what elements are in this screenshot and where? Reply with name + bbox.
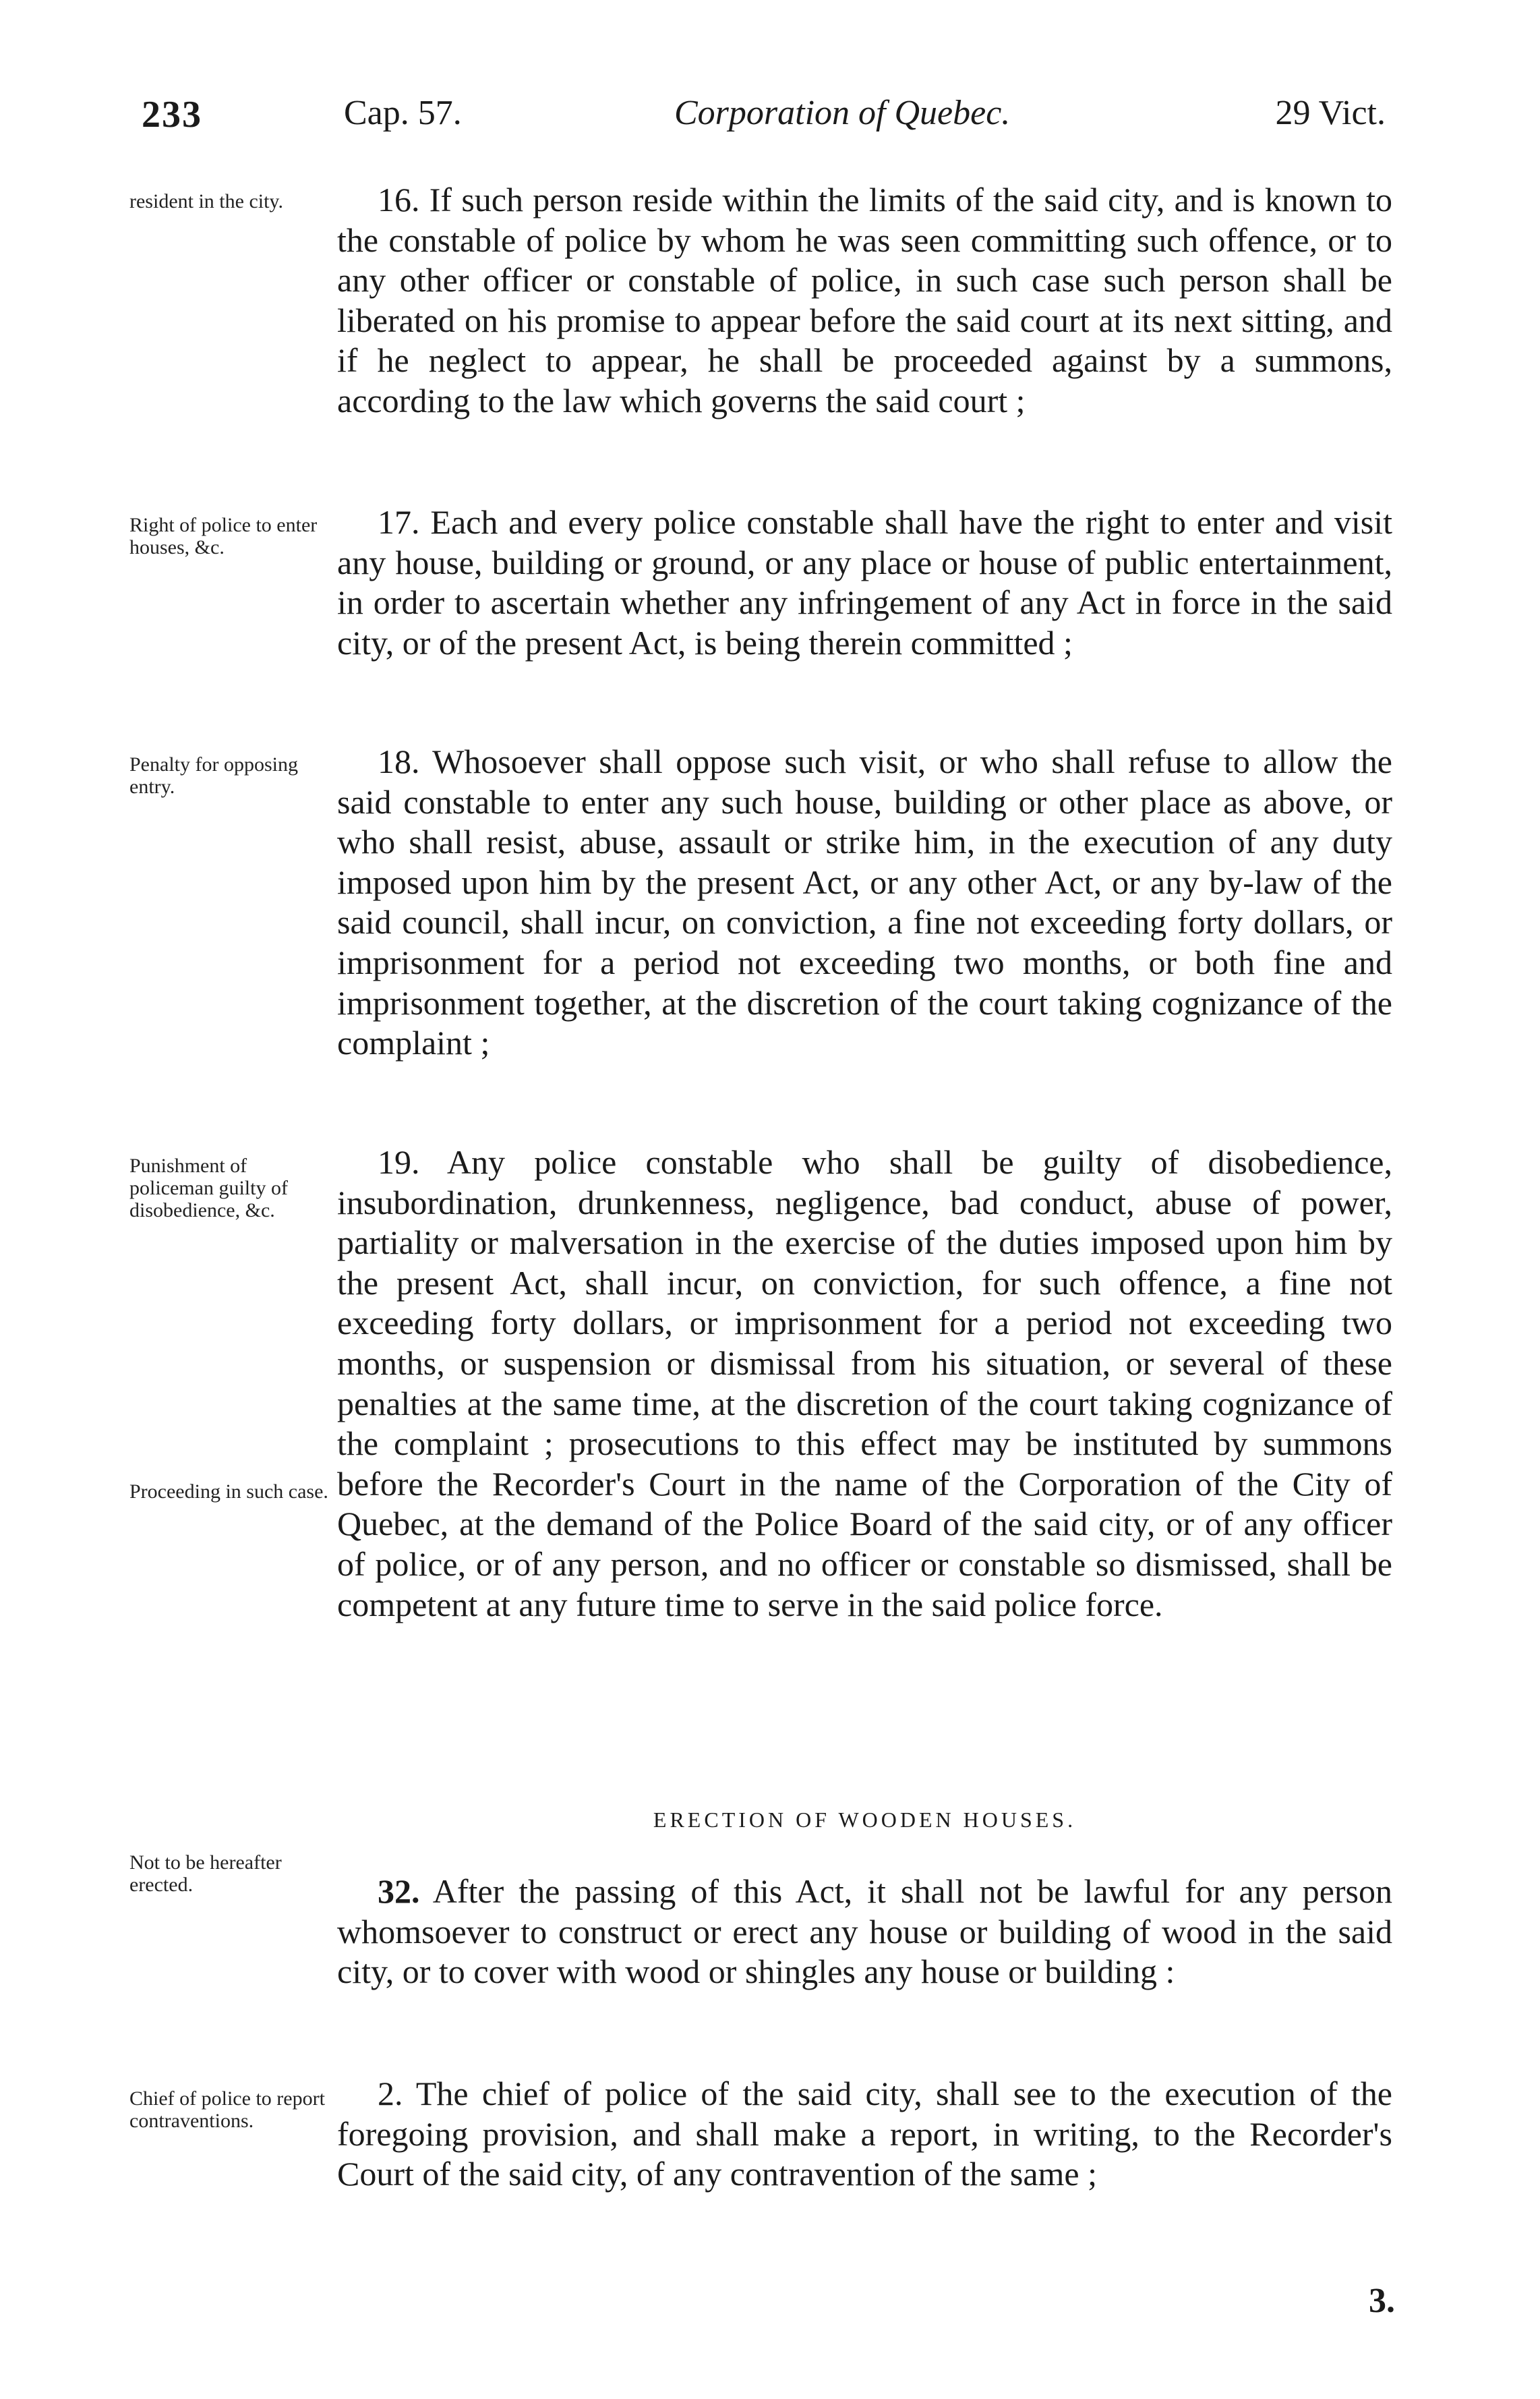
section-16: [337, 180, 1392, 422]
margin-note-18: Penalty for opposing entry.: [129, 753, 298, 798]
section-17: [337, 502, 1392, 663]
running-header: [131, 93, 1399, 147]
page-number: 233: [142, 94, 202, 136]
section-text: After the passing of this Act, it shall not be lawful for any person whomsoever to construct or erect any house or building of wood in the said city, or to cover with wood or shingles any house or building :: [337, 1872, 1392, 1991]
margin-note-19b: Proceeding in such case.: [129, 1480, 328, 1503]
regnal-year: 29 Vict.: [1275, 94, 1386, 132]
section-text: Whosoever shall oppose such visit, or who shall refuse to allow the said constable to enter any such house, building or other place as above, or who shall resist, abuse, assault or strike him, in the execution of any duty imposed upon him by the present Act, or any other Act, or any by-law of the said council, shall incur, on conviction, a fine not exceeding forty dollars, or imprisonment for a period not exceeding two months, or both fine and imprisonment together, at the discretion of the court taking cognizance of the complaint ;: [337, 743, 1392, 1062]
section-19: [337, 1143, 1392, 1625]
signature-mark: 3.: [1369, 2282, 1395, 2320]
running-title: Corporation of Quebec.: [674, 94, 1011, 132]
section-text: The chief of police of the said city, shall see to the execution of the foregoing provision, and shall make a report, in writing, to the Recorder's Court of the said city, of any contravention of the same ;: [337, 2075, 1392, 2193]
section-32: [337, 1872, 1392, 1992]
section-number: 2.: [378, 2075, 403, 2112]
section-text: If such person reside within the limits of the said city, and is known to the constable of police by whom he was seen committing such offence, or to any other officer or constable of police, in such case such person shall be liberated on his promise to appear before the said court at its next sitting, and if he neglect to appear, he shall be proceeded against by a summons, according to the law which governs the said court ;: [337, 181, 1393, 420]
margin-note-17: Right of police to enter houses, &c.: [129, 514, 318, 558]
section-number: 16.: [378, 181, 420, 219]
section-number: 19.: [378, 1143, 420, 1181]
section-text: Any police constable who shall be guilty of disobedience, insubordination, drunkenness, negligence, bad conduct, abuse of power, partiality or malversation in the exercise of the duties imposed upon him by the present Act, shall incur, on conviction, for such offence, a fine not exceeding forty dollars, or imprisonment for a period not exceeding two months, or suspension or dismissal from his situation, or several of these penalties at the same time, at the discretion of the court taking cognizance of the complaint ; prosecutions to this effect may be instituted by summons before the Recorder's Court in the name of the Corporation of the City of Quebec, at the demand of the Police Board of the said city, or of any officer of police, or of any person, and no officer or constable so dismissed, shall be competent at any future time to serve in the said police force.: [337, 1143, 1392, 1623]
margin-note-16: resident in the city.: [129, 190, 283, 212]
subsection-2: [337, 2074, 1392, 2195]
section-number: 32.: [378, 1872, 420, 1910]
margin-note-sub2: Chief of police to report contraventions.: [129, 2087, 325, 2132]
section-number: 18.: [378, 743, 420, 780]
section-text: Each and every police constable shall have the right to enter and visit any house, building or ground, or any place or house of public entertainment, in order to ascertain whether any infringement of any Act in force in the said city, or of the present Act, is being therein committed ;: [337, 503, 1393, 662]
margin-note-32: Not to be hereafter erected.: [129, 1851, 282, 1896]
chapter-label: Cap. 57.: [344, 94, 462, 132]
section-number: 17.: [378, 503, 420, 541]
section-heading: ERECTION OF WOODEN HOUSES.: [653, 1808, 1077, 1832]
section-18: [337, 742, 1392, 1064]
margin-note-19: Punishment of policeman guilty of disobedience, &c.: [129, 1155, 288, 1221]
